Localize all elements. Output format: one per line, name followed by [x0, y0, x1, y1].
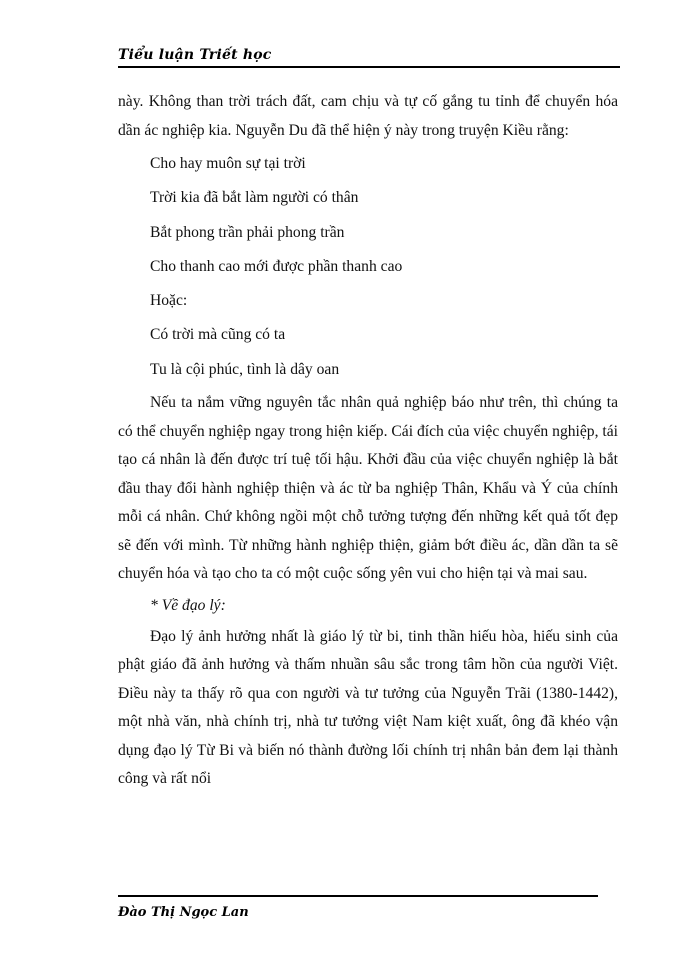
- footer-rule: [118, 895, 598, 897]
- header-rule: [118, 66, 620, 68]
- paragraph-ethics: Đạo lý ảnh hưởng nhất là giáo lý từ bi, tinh thần hiếu hòa, hiếu sinh của phật giáo đã ảnh hưởng và thấm nhuần sâu sắc trong tâm hồn của người Việt. Điều này ta thấy rõ qua con người và tư tưởng của Nguyễn Trãi (1380-1442), một nhà văn, nhà chính trị, nhà tư tưởng việt Nam kiệt xuất, ông đã khéo vận dụng đạo lý Từ Bi và biến nó thành đường lối chính trị nhân bản đem lại thành công và rất nổi: [118, 627, 618, 788]
- verse-line: Cho thanh cao mới được phần thanh cao: [150, 257, 403, 275]
- verse-line: Có trời mà cũng có ta: [150, 326, 286, 344]
- paragraph-karma: Nếu ta nắm vững nguyên tắc nhân quả nghiệp báo như trên, thì chúng ta có thể chuyển nghiệp ngay trong hiện kiếp. Cái đích của việc chuyển nghiệp, tái tạo cá nhân là đến được trí tuệ tối hậu. Khởi đầu của việc chuyển nghiệp là bắt đầu thay đổi hành nghiệp thiện và ác từ ba nghiệp Thân, Khẩu và Ý của chính mỗi cá nhân. Chứ không ngồi một chỗ tưởng tượng đến những kết quả tốt đẹp sẽ đến với mình. Từ những hành nghiệp thiện, giảm bớt điều ác, dần dần ta sẽ chuyển hóa và tạo cho ta có một cuộc sống yên vui cho hiện tại và mai sau.: [118, 394, 618, 583]
- document-body: [118, 88, 618, 794]
- verse-line: Bắt phong trần phải phong trần: [150, 223, 345, 241]
- footer-author: Đào Thị Ngọc Lan: [118, 905, 249, 920]
- header-title: Tiểu luận Triết học: [118, 47, 272, 63]
- section-heading: * Về đạo lý:: [150, 596, 226, 614]
- verse-line: Tu là cội phúc, tình là dây oan: [150, 360, 340, 378]
- page-header: [118, 46, 620, 64]
- paragraph-continuation: này. Không than trời trách đất, cam chịu và tự cố gắng tu tỉnh để chuyển hóa dần ác nghiệp kia. Nguyễn Du đã thể hiện ý này trong truyện Kiều rằng:: [118, 93, 618, 139]
- or-label: Hoặc:: [150, 292, 188, 310]
- verse-line: Cho hay muôn sự tại trời: [150, 155, 306, 172]
- page-footer: [118, 895, 598, 921]
- verse-line: Trời kia đã bắt làm người có thân: [150, 189, 359, 207]
